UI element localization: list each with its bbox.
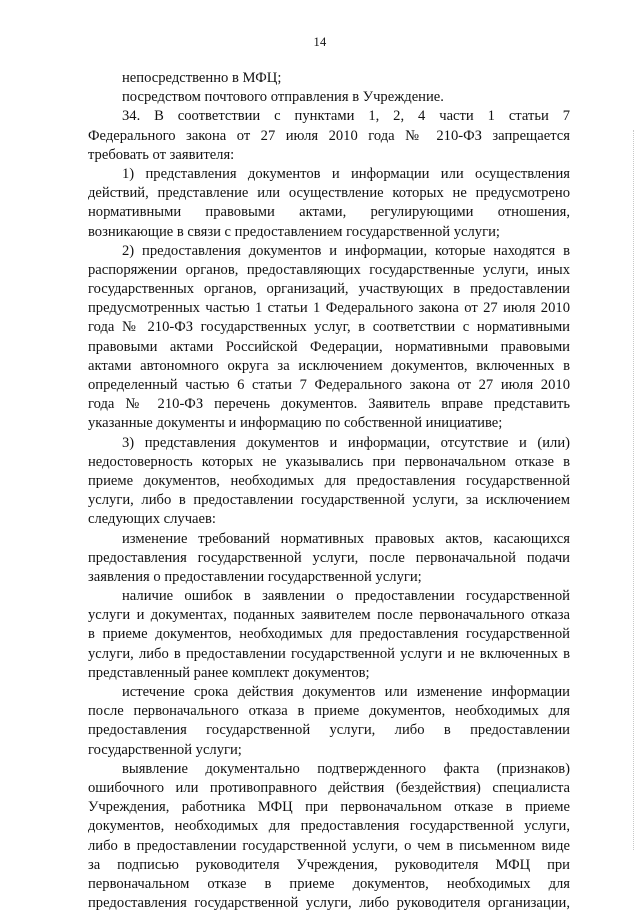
text-line: предоставления государственной услуги, либо руководителя организации, xyxy=(88,895,570,912)
text-line: наличие ошибок в заявлении о предоставлении государственной xyxy=(122,588,570,605)
text-line: возникающие в связи с предоставлением государственной услуги; xyxy=(88,223,500,240)
text-line: за подписью руководителя Учреждения, руководителя МФЦ при xyxy=(88,856,570,873)
text-line: истечение срока действия документов или изменение информации xyxy=(122,684,570,700)
scan-edge-artifact xyxy=(632,130,634,850)
text-line: действий, представление или осуществление которых не предусмотрено xyxy=(88,185,570,202)
text-line: правовыми актами Российской Федерации, нормативными правовыми xyxy=(88,338,570,355)
text-line: года № 210-ФЗ перечень документов. Заявитель вправе представить xyxy=(88,396,570,413)
text-line: предусмотренных частью 1 статьи 1 Федерального закона от 27 июля 2010 xyxy=(88,300,570,317)
text-line: распоряжении органов, предоставляющих государственные услуги, иных xyxy=(88,261,570,278)
text-line: требовать от заявителя: xyxy=(88,146,235,163)
text-line: 3) представления документов и информации, отсутствие и (или) xyxy=(122,434,570,451)
text-line: документов, необходимых для предоставления государственной услуги, xyxy=(88,818,570,835)
text-line: ошибочного или противоправного действия (бездействия) специалиста xyxy=(88,779,570,796)
text-line: услуги и документах, поданных заявителем после первоначального отказа xyxy=(88,607,570,624)
text-line: недостоверность которых не указывались при первоначальном отказе в xyxy=(88,453,570,470)
text-line: предоставления государственной услуги, после первоначальной подачи xyxy=(88,549,570,566)
text-line: 2) предоставления документов и информации, которые находятся в xyxy=(122,242,570,259)
text-line: заявления о предоставлении государственной услуги; xyxy=(88,568,422,585)
text-line: предоставления государственной услуги, либо в предоставлении xyxy=(88,722,570,739)
page-number: 14 xyxy=(313,35,327,49)
text-line: следующих случаев: xyxy=(88,511,216,528)
text-line: приеме документов, необходимых для предоставления государственной xyxy=(88,472,570,489)
text-line: в приеме документов, необходимых для предоставления государственной xyxy=(88,626,570,643)
text-line: Учреждения, работника МФЦ при первоначальном отказе в приеме xyxy=(88,799,570,816)
text-line: выявление документально подтвержденного факта (признаков) xyxy=(122,760,570,777)
text-line: государственных органов, организаций, участвующих в предоставлении xyxy=(88,281,570,298)
text-line: первоначальном отказе в приеме документов, необходимых для xyxy=(88,875,570,892)
text-line: непосредственно в МФЦ; xyxy=(122,70,282,86)
text-line: изменение требований нормативных правовых актов, касающихся xyxy=(122,530,570,547)
text-line: услуги, либо в предоставлении государственной услуги, за исключением xyxy=(88,492,570,509)
text-line: посредством почтового отправления в Учреждение. xyxy=(122,89,444,106)
text-line: Федерального закона от 27 июля 2010 года № 210-ФЗ запрещается xyxy=(88,127,570,144)
document-body xyxy=(88,69,570,913)
text-line: определенный частью 6 статьи 7 Федерального закона от 27 июля 2010 xyxy=(88,377,570,393)
text-line: 34. В соответствии с пунктами 1, 2, 4 части 1 статьи 7 xyxy=(122,108,570,125)
text-line: указанные документы и информацию по собственной инициативе; xyxy=(88,415,503,432)
text-line: актами автономного округа за исключением документов, включенных в xyxy=(88,357,570,374)
text-line: нормативными правовыми актами, регулирующими отношения, xyxy=(88,204,570,221)
text-line: представленный ранее комплект документов; xyxy=(88,664,370,681)
text-line: государственной услуги; xyxy=(88,741,242,758)
text-line: либо в предоставлении государственной услуги, о чем в письменном виде xyxy=(88,837,570,854)
text-line: услуги, либо в предоставлении государственной услуги и не включенных в xyxy=(88,645,570,662)
text-line: после первоначального отказа в приеме документов, необходимых для xyxy=(88,703,570,720)
text-line: 1) представления документов и информации или осуществления xyxy=(122,165,570,182)
text-line: года № 210-ФЗ государственных услуг, в соответствии с нормативными xyxy=(88,319,570,336)
